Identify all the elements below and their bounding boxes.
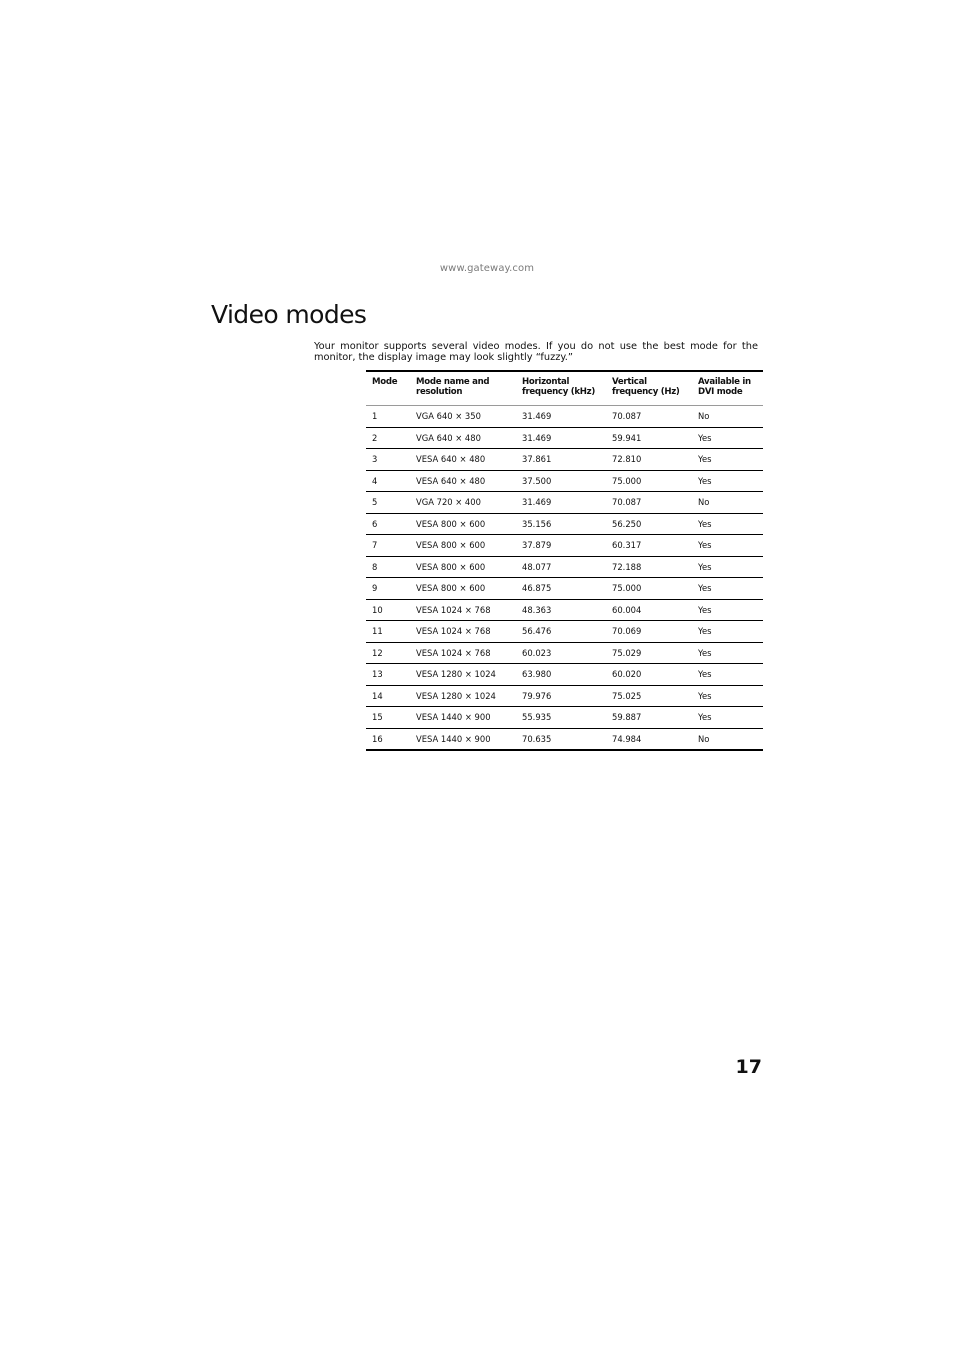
table-row (366, 427, 763, 449)
cell-horizontal-frequency: 46.875 (522, 583, 552, 594)
table-row (366, 685, 763, 707)
cell-mode: 11 (372, 626, 383, 637)
cell-vertical-frequency: 59.941 (612, 432, 642, 443)
cell-horizontal-frequency: 31.469 (522, 497, 552, 508)
cell-vertical-frequency: 70.069 (612, 626, 642, 637)
cell-dvi-available: Yes (698, 518, 712, 529)
cell-vertical-frequency: 70.087 (612, 411, 642, 422)
table-row (366, 449, 763, 471)
cell-mode-name: VESA 640 × 480 (416, 454, 486, 465)
cell-dvi-available: Yes (698, 712, 712, 723)
cell-mode: 13 (372, 669, 383, 680)
table-row (366, 728, 763, 750)
table-row (366, 578, 763, 600)
cell-horizontal-frequency: 31.469 (522, 411, 552, 422)
cell-mode: 2 (372, 432, 378, 443)
cell-mode-name: VGA 640 × 480 (416, 432, 481, 443)
column-header-vertical-frequency: Vertical frequency (Hz) (612, 377, 680, 397)
cell-horizontal-frequency: 37.879 (522, 540, 552, 551)
cell-mode: 3 (372, 454, 378, 465)
column-header-horizontal-frequency: Horizontal frequency (kHz) (522, 377, 595, 397)
table-row (366, 470, 763, 492)
cell-dvi-available: Yes (698, 604, 712, 615)
cell-mode: 4 (372, 475, 378, 486)
cell-dvi-available: No (698, 497, 710, 508)
cell-horizontal-frequency: 37.861 (522, 454, 552, 465)
cell-vertical-frequency: 75.025 (612, 690, 642, 701)
table-row (366, 535, 763, 557)
cell-dvi-available: Yes (698, 647, 712, 658)
cell-horizontal-frequency: 70.635 (522, 733, 552, 744)
cell-vertical-frequency: 60.004 (612, 604, 642, 615)
cell-horizontal-frequency: 48.363 (522, 604, 552, 615)
cell-mode-name: VESA 1440 × 900 (416, 712, 491, 723)
cell-mode: 1 (372, 411, 378, 422)
cell-mode: 9 (372, 583, 378, 594)
table-row (366, 621, 763, 643)
cell-mode-name: VESA 1280 × 1024 (416, 669, 496, 680)
table-row (366, 664, 763, 686)
cell-horizontal-frequency: 31.469 (522, 432, 552, 443)
cell-dvi-available: Yes (698, 454, 712, 465)
table-header (366, 371, 763, 406)
cell-dvi-available: Yes (698, 690, 712, 701)
table-row (366, 707, 763, 729)
cell-mode-name: VESA 800 × 600 (416, 540, 486, 551)
cell-horizontal-frequency: 55.935 (522, 712, 552, 723)
cell-mode-name: VESA 1024 × 768 (416, 647, 491, 658)
table-row (366, 513, 763, 535)
table-row (366, 406, 763, 428)
cell-mode-name: VESA 800 × 600 (416, 518, 486, 529)
cell-vertical-frequency: 72.810 (612, 454, 642, 465)
column-header-dvi-availability: Available in DVI mode (698, 377, 751, 397)
column-header-mode-name: Mode name and resolution (416, 377, 490, 397)
cell-vertical-frequency: 75.029 (612, 647, 642, 658)
cell-horizontal-frequency: 79.976 (522, 690, 552, 701)
cell-horizontal-frequency: 48.077 (522, 561, 552, 572)
cell-mode: 8 (372, 561, 378, 572)
cell-mode: 16 (372, 733, 383, 744)
cell-horizontal-frequency: 37.500 (522, 475, 552, 486)
page-title: Video modes (211, 300, 367, 329)
cell-horizontal-frequency: 63.980 (522, 669, 552, 680)
column-header-mode: Mode (372, 377, 398, 387)
cell-mode-name: VESA 1440 × 900 (416, 733, 491, 744)
table-row (366, 642, 763, 664)
cell-mode-name: VESA 800 × 600 (416, 561, 486, 572)
cell-mode: 7 (372, 540, 378, 551)
cell-mode-name: VESA 640 × 480 (416, 475, 486, 486)
cell-mode-name: VESA 800 × 600 (416, 583, 486, 594)
cell-vertical-frequency: 56.250 (612, 518, 642, 529)
cell-vertical-frequency: 72.188 (612, 561, 642, 572)
cell-dvi-available: Yes (698, 626, 712, 637)
cell-mode-name: VESA 1280 × 1024 (416, 690, 496, 701)
cell-vertical-frequency: 60.317 (612, 540, 642, 551)
cell-mode: 12 (372, 647, 383, 658)
table-row (366, 599, 763, 621)
cell-mode: 6 (372, 518, 378, 529)
cell-dvi-available: Yes (698, 540, 712, 551)
cell-dvi-available: Yes (698, 561, 712, 572)
cell-mode-name: VGA 720 × 400 (416, 497, 481, 508)
cell-mode: 15 (372, 712, 383, 723)
header-row (366, 371, 763, 406)
cell-vertical-frequency: 60.020 (612, 669, 642, 680)
cell-mode-name: VESA 1024 × 768 (416, 626, 491, 637)
cell-mode-name: VESA 1024 × 768 (416, 604, 491, 615)
cell-horizontal-frequency: 35.156 (522, 518, 552, 529)
cell-vertical-frequency: 59.887 (612, 712, 642, 723)
cell-dvi-available: No (698, 733, 710, 744)
cell-vertical-frequency: 75.000 (612, 475, 642, 486)
cell-vertical-frequency: 74.984 (612, 733, 642, 744)
cell-mode: 5 (372, 497, 378, 508)
video-modes-table (366, 370, 763, 751)
cell-horizontal-frequency: 56.476 (522, 626, 552, 637)
cell-mode-name: VGA 640 × 350 (416, 411, 481, 422)
intro-paragraph: Your monitor supports several video modes. If you do not use the best mode for the monitor, the display image may look slightly “fuzzy.” (314, 341, 758, 363)
table-row (366, 556, 763, 578)
cell-dvi-available: No (698, 411, 710, 422)
page-number: 17 (735, 1056, 762, 1078)
cell-dvi-available: Yes (698, 432, 712, 443)
table-body (366, 406, 763, 750)
cell-mode: 14 (372, 690, 383, 701)
cell-vertical-frequency: 75.000 (612, 583, 642, 594)
cell-dvi-available: Yes (698, 669, 712, 680)
site-url: www.gateway.com (439, 263, 535, 274)
cell-dvi-available: Yes (698, 583, 712, 594)
table-row (366, 492, 763, 514)
cell-mode: 10 (372, 604, 383, 615)
cell-horizontal-frequency: 60.023 (522, 647, 552, 658)
cell-dvi-available: Yes (698, 475, 712, 486)
cell-vertical-frequency: 70.087 (612, 497, 642, 508)
